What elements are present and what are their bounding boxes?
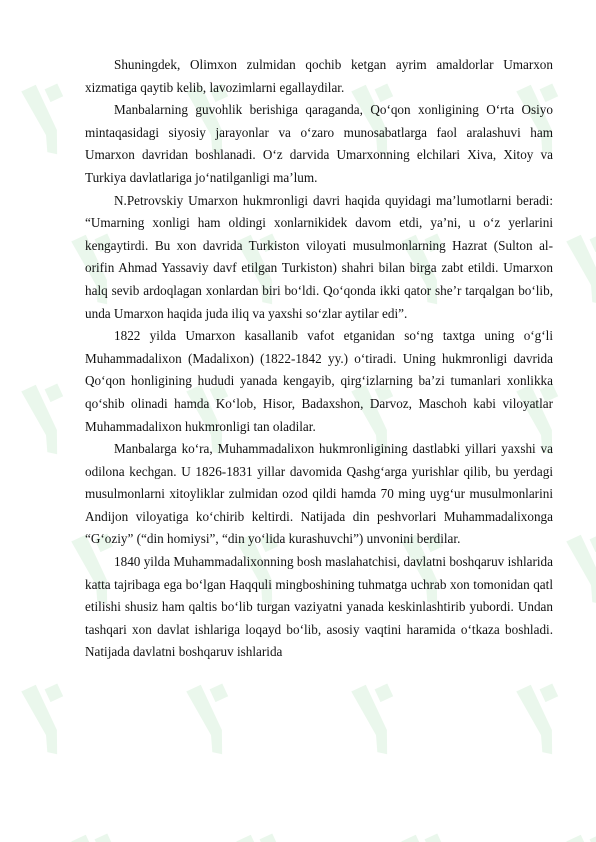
watermark-mark: [349, 676, 414, 757]
watermark-mark: [399, 826, 464, 842]
watermark-mark: [69, 826, 134, 842]
watermark-mark: [19, 676, 84, 757]
watermark-mark: [514, 676, 579, 757]
watermark-mark: [564, 826, 596, 842]
watermark-mark: [19, 76, 84, 157]
paragraph: Shuningdek, Olimxon zulmidan qochib ketgan ayrim amaldorlar Umarxon xizmatiga qaytib kelib, lavozimlarni egallaydilar.: [85, 57, 553, 95]
document-body: [85, 54, 553, 664]
paragraph: 1822 yilda Umarxon kasallanib vafot etganidan so‘ng taxtga uning o‘g‘li Muhammadalixon (Madalixon) (1822-1842 yy.) o‘tiradi. Uning hukmronligi davrida Qo‘qon honligining hududi yanada kengayib, qirg‘izlarning ba’zi tumanlari xonlikka qo‘shib olinadi hamda Ko‘lob, Hisor, Badaxshon, Darvoz, Maschoh kabi viloyatlar Muhammadalixon hukmronligi tan oladilar.: [85, 328, 553, 434]
watermark-mark: [184, 676, 249, 757]
paragraph: Manbalarga ko‘ra, Muhammadalixon hukmronligining dastlabki yillari yaxshi va odilona kechgan. U 1826-1831 yillar davomida Qashg‘arga yurishlar qilib, bu yerdagi musulmonlarni xitoyliklar zulmidan ozod qildi hamda 70 ming uyg‘ur musulmonlarini Andijon viloyatiga ko‘chirib keltirdi. Natijada din peshvorlari Muhammadalixonga “G‘oziy” (“din homiysi”, “din yo‘lida kurashuvchi”) unvonini berdilar.: [85, 441, 553, 547]
watermark-mark: [19, 376, 84, 457]
paragraph: Manbalarning guvohlik berishiga qaraganda, Qo‘qon xonligining O‘rta Osiyo mintaqasidagi siyosiy jarayonlar va o‘zaro munosabatlarga faol aralashuvi ham Umarxon davridan boshlanadi. O‘z darvida Umarxonning elchilari Xiva, Xitoy va Turkiya davlatlariga jo‘natilganligi ma’lum.: [85, 102, 553, 185]
paragraph: N.Petrovskiy Umarxon hukmronligi davri haqida quyidagi ma’lumotlarni beradi: “Umarning xonligi ham oldingi xonlarnikidek davom etdi, ya’ni, u o‘z yerlarini kengaytirdi. Bu xon davrida Turkiston viloyati musulmonlarning Hazrat (Sulton al-orifin Ahmad Yassaviy davf etilgan Turkiston) shahri bilan birga zabt etildi. Umarxon halq sevib ardoqlagan xonlardan biri bo‘ldi. Qo‘qonda ikki qator she’r tarqalgan bo‘lib, unda Umarxon haqida juda iliq va yaxshi so‘zlar aytilar edi”.: [85, 192, 553, 321]
paragraph: 1840 yilda Muhammadalixonning bosh maslahatchisi, davlatni boshqaruv ishlarida katta tajribaga ega bo‘lgan Haqquli mingboshining tuhmatga uchrab xon tomonidan qatl etilishi shusiz ham qaltis bo‘lib turgan vaziyatni yanada keskinlashtirib yubordi. Undan tashqari xon davlat ishlariga loqayd bo‘lib, asosiy vaqtini haramida o‘tkaza boshladi. Natijada davlatni boshqaruv ishlarida: [85, 554, 553, 660]
watermark-mark: [564, 526, 596, 607]
watermark-mark: [564, 226, 596, 307]
watermark-mark: [234, 826, 299, 842]
